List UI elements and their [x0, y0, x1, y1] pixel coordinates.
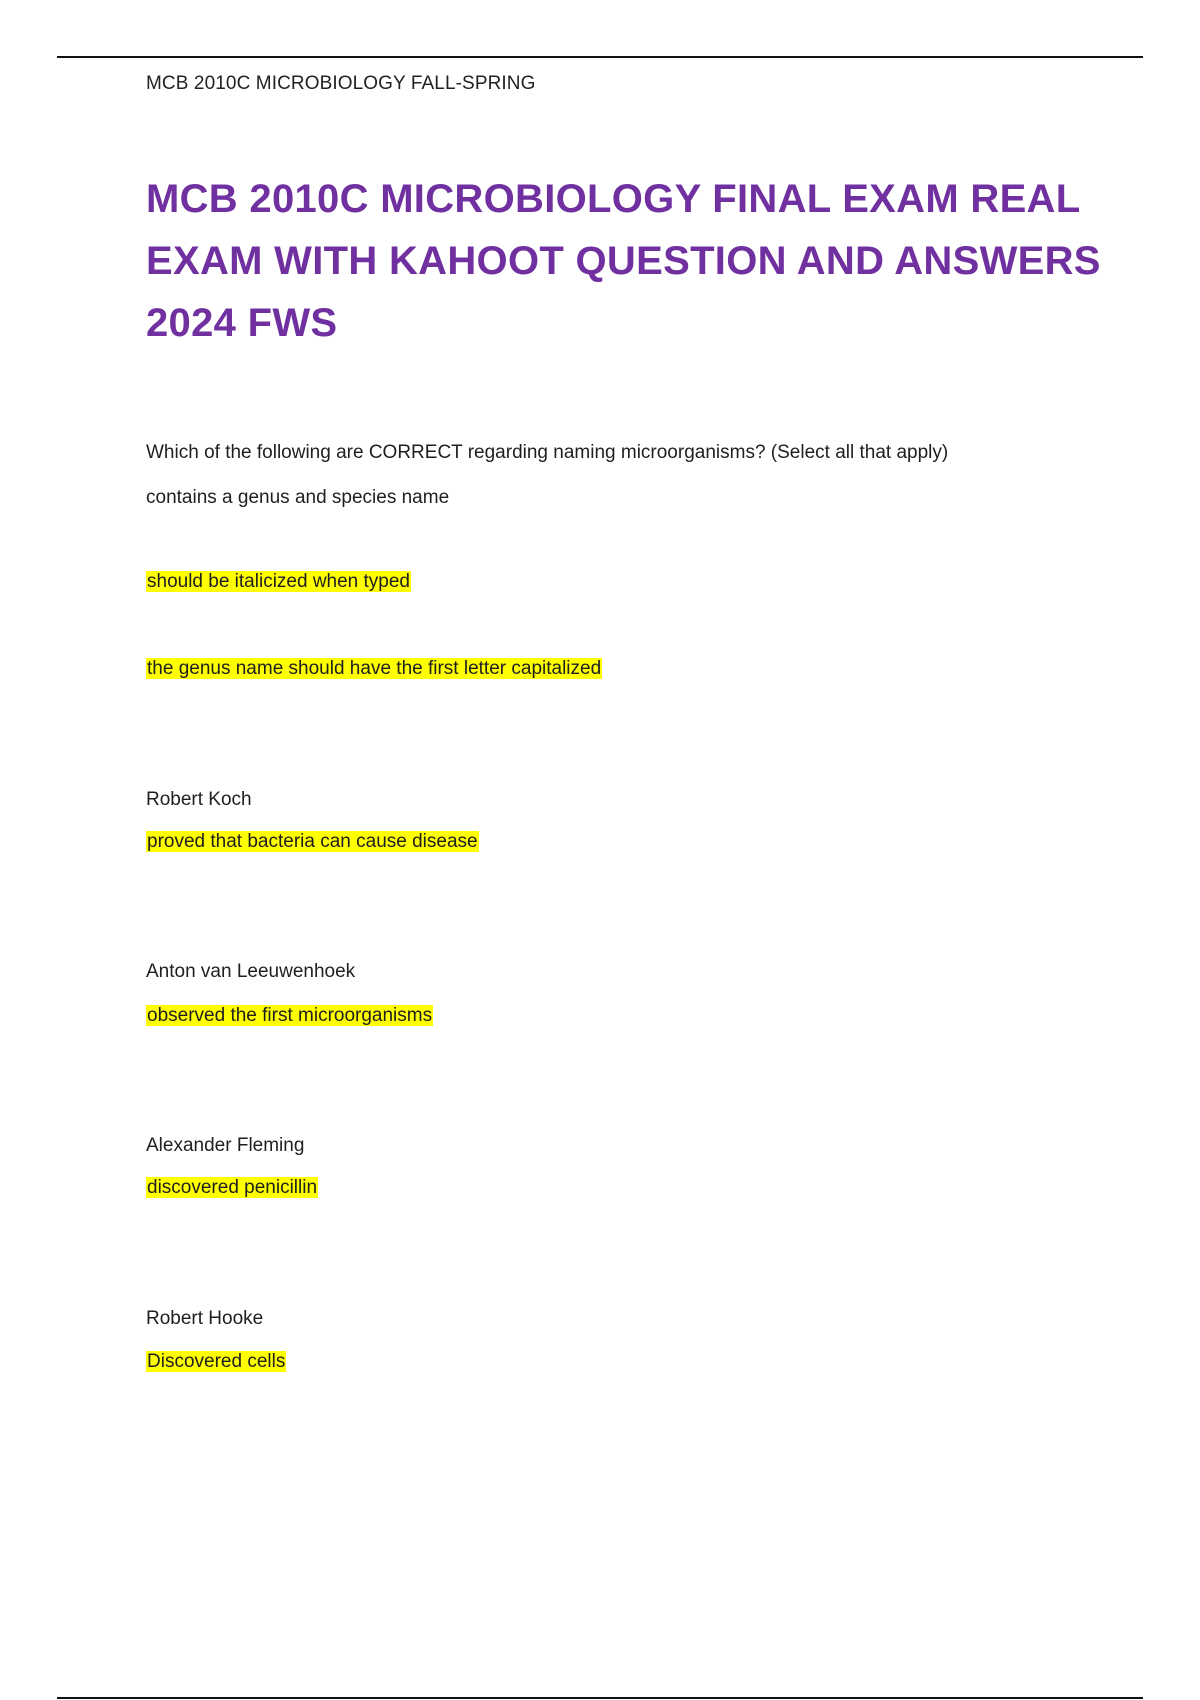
highlighted-answer: discovered penicillin — [147, 1177, 318, 1198]
running-header: MCB 2010C MICROBIOLOGY FALL-SPRING — [146, 73, 536, 94]
bottom-rule — [57, 1697, 1143, 1699]
answer-genus-capitalized — [146, 656, 602, 682]
highlighted-answer: should be italicized when typed — [147, 571, 411, 592]
top-rule — [57, 56, 1143, 58]
answer-leeuwenhoek — [146, 1003, 433, 1029]
highlighted-answer: observed the first microorganisms — [147, 1005, 433, 1026]
highlighted-answer: the genus name should have the first letter capitalized — [147, 658, 602, 679]
answer-robert-hooke — [146, 1349, 286, 1375]
document-title: MCB 2010C MICROBIOLOGY FINAL EXAM REAL EXAM WITH KAHOOT QUESTION AND ANSWERS 2024 FWS — [146, 177, 1101, 345]
answer-italicized — [146, 569, 411, 595]
highlighted-answer: Discovered cells — [147, 1351, 286, 1372]
option-text: contains a genus and species name — [146, 487, 450, 508]
term-robert-hooke: Robert Hooke — [146, 1308, 264, 1329]
answer-alexander-fleming — [146, 1175, 318, 1201]
question-naming-microorganisms: Which of the following are CORRECT regarding naming microorganisms? (Select all that apply) — [146, 442, 949, 463]
option-genus-species — [146, 485, 449, 511]
term-robert-koch: Robert Koch — [146, 789, 252, 810]
highlighted-answer: proved that bacteria can cause disease — [147, 831, 478, 852]
term-alexander-fleming: Alexander Fleming — [146, 1135, 305, 1156]
answer-robert-koch — [146, 829, 479, 855]
term-leeuwenhoek: Anton van Leeuwenhoek — [146, 961, 356, 982]
